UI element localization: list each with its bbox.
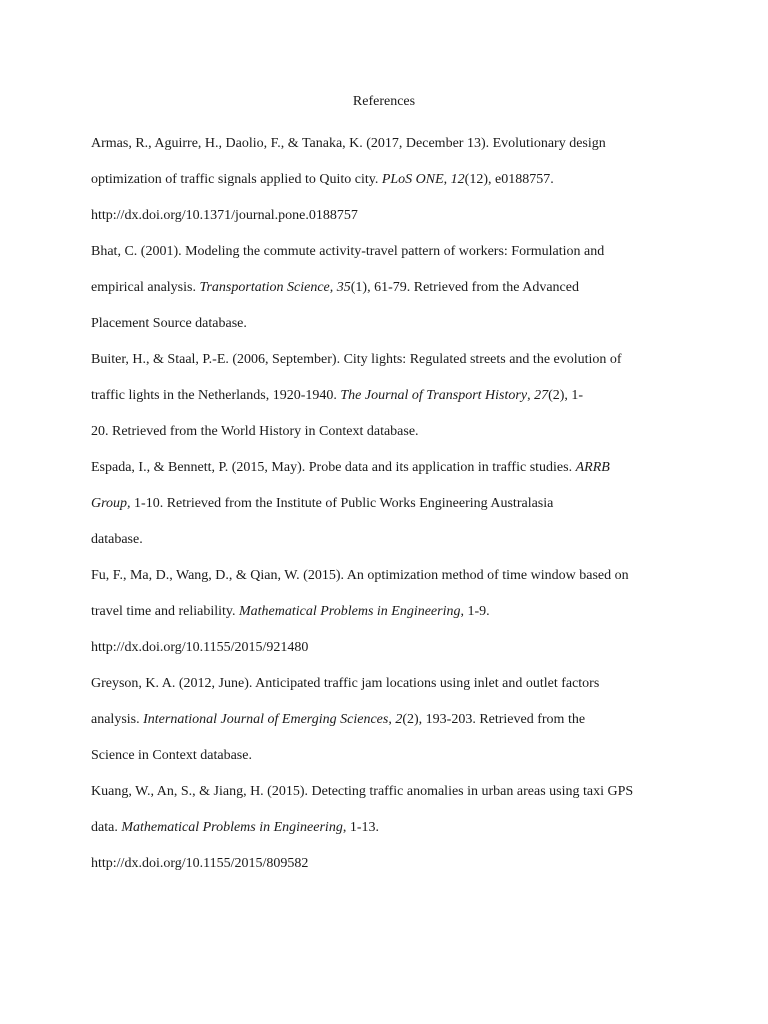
reference-entry <box>91 666 691 774</box>
text-segment: Greyson, K. A. (2012, June). Anticipated traffic jam locations using inlet and outlet factors <box>91 676 600 691</box>
text-segment: http://dx.doi.org/10.1155/2015/809582 <box>91 856 309 871</box>
italic-segment: PLoS ONE <box>381 172 444 187</box>
reference-line <box>91 270 691 306</box>
reference-line <box>91 738 691 774</box>
italic-segment: ARRB <box>575 460 610 475</box>
page-title: References <box>352 94 416 109</box>
text-segment: Kuang, W., An, S., & Jiang, H. (2015). Detecting traffic anomalies in urban areas using taxi GPS <box>91 784 634 799</box>
reference-line <box>91 774 691 810</box>
reference-entry <box>91 342 691 450</box>
reference-line <box>91 666 691 702</box>
reference-line <box>91 846 691 882</box>
reference-line <box>91 558 691 594</box>
reference-line <box>91 630 691 666</box>
text-segment: , <box>388 712 396 727</box>
reference-line <box>91 414 691 450</box>
reference-line <box>91 450 691 486</box>
text-segment: Buiter, H., & Staal, P.-E. (2006, September). City lights: Regulated streets and the evolution of <box>91 352 622 367</box>
text-segment: http://dx.doi.org/10.1371/journal.pone.0188757 <box>91 208 358 223</box>
text-segment: database. <box>91 532 143 547</box>
reference-entry <box>91 558 691 666</box>
reference-line <box>91 234 691 270</box>
reference-line <box>91 594 691 630</box>
italic-segment: Mathematical Problems in Engineering <box>121 820 343 835</box>
text-segment: , 1-9. <box>460 604 490 619</box>
text-segment: Espada, I., & Bennett, P. (2015, May). Probe data and its application in traffic studies. <box>91 460 576 475</box>
reference-entry <box>91 234 691 342</box>
text-segment: Fu, F., Ma, D., Wang, D., & Qian, W. (2015). An optimization method of time window based on <box>91 568 629 583</box>
text-segment: optimization of traffic signals applied to Quito city. <box>91 172 382 187</box>
reference-line <box>91 378 691 414</box>
reference-line <box>91 486 691 522</box>
text-segment: (1), 61-79. Retrieved from the Advanced <box>350 280 579 295</box>
italic-segment: Mathematical Problems in Engineering <box>238 604 461 619</box>
text-segment: http://dx.doi.org/10.1155/2015/921480 <box>91 640 309 655</box>
text-segment: 1-10. Retrieved from the Institute of Public Works Engineering Australasia <box>130 496 554 511</box>
reference-line <box>91 522 691 558</box>
italic-segment: Transportation Science, 35 <box>199 280 351 295</box>
text-segment: , <box>443 172 451 187</box>
text-segment: , <box>527 388 535 403</box>
text-segment: Science in Context database. <box>91 748 252 763</box>
italic-segment: 27 <box>534 388 549 403</box>
italic-segment: The Journal of Transport History <box>340 388 528 403</box>
text-segment: (12), e0188757. <box>464 172 554 187</box>
reference-line <box>91 702 691 738</box>
text-segment: Armas, R., Aguirre, H., Daolio, F., & Tanaka, K. (2017, December 13). Evolutionary design <box>91 136 606 151</box>
reference-entry <box>91 126 691 234</box>
text-segment: (2), 193-203. Retrieved from the <box>402 712 586 727</box>
italic-segment: Group, <box>91 496 131 511</box>
text-segment: traffic lights in the Netherlands, 1920-1940. <box>91 388 341 403</box>
reference-entry <box>91 774 691 882</box>
reference-line <box>91 126 691 162</box>
text-segment: Placement Source database. <box>91 316 247 331</box>
italic-segment: 2 <box>395 712 403 727</box>
text-segment: (2), 1- <box>548 388 584 403</box>
text-segment: , 1-13. <box>342 820 379 835</box>
text-segment: empirical analysis. <box>91 280 200 295</box>
text-segment: Bhat, C. (2001). Modeling the commute activity-travel pattern of workers: Formulation and <box>91 244 605 259</box>
reference-line <box>91 162 691 198</box>
text-segment: travel time and reliability. <box>91 604 239 619</box>
text-segment: analysis. <box>91 712 144 727</box>
italic-segment: International Journal of Emerging Sciences <box>143 712 389 727</box>
reference-line <box>91 198 691 234</box>
reference-list <box>91 126 691 882</box>
italic-segment: 12 <box>450 172 465 187</box>
reference-line <box>91 342 691 378</box>
text-segment: data. <box>91 820 122 835</box>
reference-entry <box>91 450 691 558</box>
reference-line <box>91 306 691 342</box>
reference-line <box>91 810 691 846</box>
text-segment: 20. Retrieved from the World History in Context database. <box>91 424 419 439</box>
